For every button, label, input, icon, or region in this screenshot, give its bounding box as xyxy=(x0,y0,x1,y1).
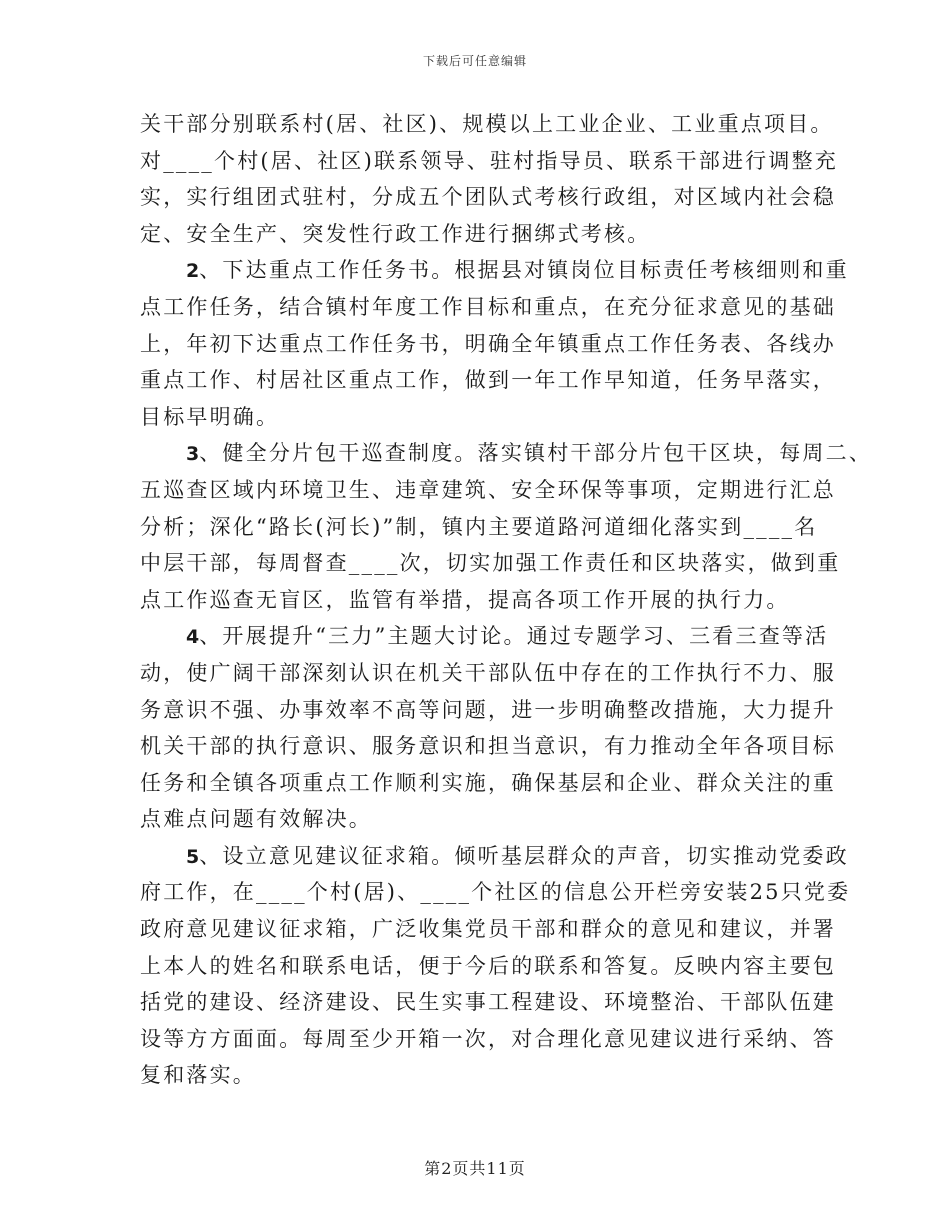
text-line xyxy=(140,618,829,655)
text-line xyxy=(140,289,836,326)
text-line xyxy=(140,1057,820,1094)
line-text: 目标早明确。 xyxy=(140,404,280,429)
text-line xyxy=(140,582,820,619)
text-line xyxy=(140,765,836,802)
text-line xyxy=(140,326,836,363)
text-line xyxy=(140,472,836,509)
text-line xyxy=(140,911,836,948)
item-number: 2 xyxy=(186,260,200,283)
line-text: 、设立意见建议征求箱。倾听基层群众的声音，切实推动党委政 xyxy=(199,843,849,868)
line-text: 点难点问题有效解决。 xyxy=(140,807,372,832)
text-line xyxy=(140,948,836,985)
line-text: 设等方方面面。每周至少开箱一次，对合理化意见建议进行采纳、答 xyxy=(140,1026,836,1051)
line-text: 政府意见建议征求箱，广泛收集党员干部和群众的意见和建议，并署 xyxy=(140,917,836,942)
text-line xyxy=(140,509,820,546)
page-number: 第2页共11页 xyxy=(424,1159,526,1178)
text-line xyxy=(140,1021,836,1058)
text-line xyxy=(140,106,834,143)
line-text: 动，使广阔干部深刻认识在机关干部队伍中存在的工作执行不力、服 xyxy=(140,660,836,685)
line-text: 府工作，在____个村(居)、____个社区的信息公开栏旁安装25只党委 xyxy=(140,880,851,905)
line-text: 中层干部，每周督查____次，切实加强工作责任和区块落实，做到重 xyxy=(140,551,841,576)
line-text: 上本人的姓名和联系电话，便于今后的联系和答复。反映内容主要包 xyxy=(140,953,836,978)
line-text: 实，实行组团式驻村，分成五个团队式考核行政组，对区域内社会稳 xyxy=(140,185,836,210)
line-text: 上，年初下达重点工作任务书，明确全年镇重点工作任务表、各线办 xyxy=(140,331,836,356)
text-line xyxy=(140,728,836,765)
line-text: 务意识不强、办事效率不高等问题，进一步明确整改措施，大力提升 xyxy=(140,697,836,722)
line-text: 定、安全生产、突发性行政工作进行捆绑式考核。 xyxy=(140,221,651,246)
line-text: 分析；深化“路长(河长)”制，镇内主要道路河道细化落实到____名 xyxy=(140,514,818,539)
line-text: 复和落实。 xyxy=(140,1063,256,1088)
line-text: 对____个村(居、社区)联系领导、驻村指导员、联系干部进行调整充 xyxy=(140,148,838,173)
line-text: 括党的建设、经济建设、民生实事工程建设、环境整治、干部队伍建 xyxy=(140,990,836,1015)
text-line xyxy=(140,655,836,692)
item-number: 5 xyxy=(186,845,200,868)
line-text: 关干部分别联系村(居、社区)、规模以上工业企业、工业重点项目。 xyxy=(140,112,834,136)
page-header-note: 下载后可任意编辑 xyxy=(422,54,527,68)
text-line xyxy=(140,179,836,216)
line-text: 重点工作、村居社区重点工作，做到一年工作早知道，任务早落实， xyxy=(140,368,836,393)
line-text: 、健全分片包干巡查制度。落实镇村干部分片包干区块，每周二、 xyxy=(199,441,873,466)
item-number: 3 xyxy=(186,443,200,466)
text-line xyxy=(140,143,838,180)
text-line xyxy=(140,545,841,582)
line-text: 任务和全镇各项重点工作顺利实施，确保基层和企业、群众关注的重 xyxy=(140,770,836,795)
text-line xyxy=(140,362,836,399)
text-line xyxy=(140,216,820,253)
item-number: 4 xyxy=(186,626,200,649)
text-line xyxy=(140,874,851,911)
line-text: 点工作巡查无盲区，监管有举措，提高各项工作开展的执行力。 xyxy=(140,587,790,612)
line-text: 五巡查区域内环境卫生、违章建筑、安全环保等事项，定期进行汇总 xyxy=(140,477,836,502)
line-text: 、下达重点工作任务书。根据县对镇岗位目标责任考核细则和重 xyxy=(199,258,849,283)
line-text: 点工作任务，结合镇村年度工作目标和重点，在充分征求意见的基础 xyxy=(140,294,836,319)
text-line xyxy=(140,435,873,472)
text-line xyxy=(140,984,836,1021)
text-line xyxy=(140,838,849,875)
line-text: 机关干部的执行意识、服务意识和担当意识，有力推动全年各项目标 xyxy=(140,734,836,759)
text-line xyxy=(140,399,820,436)
text-line xyxy=(140,801,820,838)
text-line xyxy=(140,252,849,289)
text-line xyxy=(140,692,836,729)
document-body xyxy=(140,106,873,1094)
line-text: 、开展提升“三力”主题大讨论。通过专题学习、三看三查等活 xyxy=(199,624,829,649)
